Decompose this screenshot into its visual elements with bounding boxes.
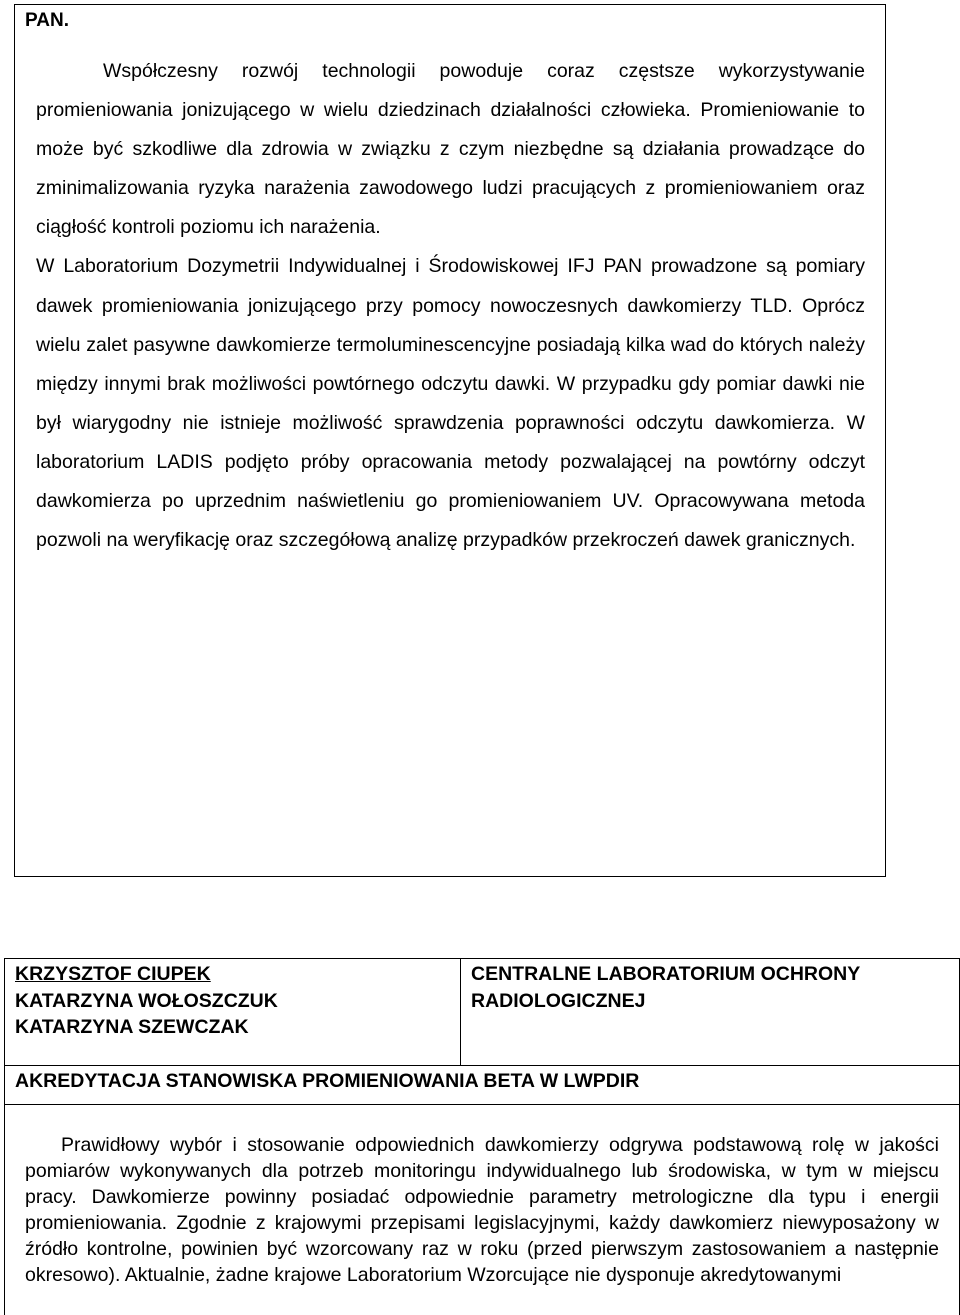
- column-divider: [460, 959, 461, 1065]
- author-name: KATARZYNA SZEWCZAK: [15, 1016, 249, 1039]
- row-divider: [5, 1104, 959, 1105]
- abstract-paragraph-1: Współczesny rozwój technologii powoduje coraz częstsze wykorzystywanie promieniowania jonizującego w wielu dziedzinach działalności człowieka. Promieniowanie to może być szkodliwe dla zdrowia w związku z czym niezbędne są działania prowadzące do zminimalizowania ryzyka narażenia zawodowego ludzi pracujących z promieniowaniem oraz ciągłość kontroli poziomu ich narażenia.: [36, 60, 865, 239]
- abstract-box-ifj: [14, 4, 886, 877]
- author-list: [15, 961, 278, 1041]
- abstract-paragraph: Prawidłowy wybór i stosowanie odpowiednich dawkomierzy odgrywa podstawową rolę w jakości pomiarów wykonywanych dla potrzeb monitoringu indywidualnego lub środowiska, w tym w miejscu pracy. Dawkomierze powinny posiadać odpowiednie parametry metrologiczne dla typu i energii promieniowania. Zgodnie z krajowymi przepisami legislacyjnymi, każdy dawkomierz niewyposażony w źródło kontrolne, powinien być wzorcowany raz w roku (przed pierwszym zastosowaniem a następnie okresowo). Aktualnie, żadne krajowe Laboratorium Wzorcujące nie dysponuje akredytowanymi: [25, 1134, 939, 1287]
- row-divider: [5, 1065, 959, 1066]
- abstract-box-clor: [4, 958, 960, 1315]
- box-title: PAN.: [25, 10, 69, 31]
- author-name: KRZYSZTOF CIUPEK: [15, 963, 211, 985]
- author-name: KATARZYNA WOŁOSZCZUK: [15, 989, 278, 1012]
- institution-name: CENTRALNE LABORATORIUM OCHRONY RADIOLOGICZNEJ: [471, 963, 860, 1012]
- abstract-body: [36, 52, 865, 560]
- abstract-paragraph-2: W Laboratorium Dozymetrii Indywidualnej i Środowiskowej IFJ PAN prowadzone są pomiary dawek promieniowania jonizującego przy pomocy nowoczesnych dawkomierzy TLD. Oprócz wielu zalet pasywne dawkomierze termoluminescencyjne posiadają kilka wad do których należy między innymi brak możliwości powtórnego odczytu dawki. W przypadku gdy pomiar dawki nie był wiarygodny nie istnieje możliwość sprawdzenia poprawności odczytu dawkomierza. W laboratorium LADIS podjęto próby opracowania metody pozwalającej na powtórny odczyt dawkomierza po uprzednim naświetleniu go promieniowaniem UV. Opracowywana metoda pozwoli na weryfikację oraz szczegółową analizę przypadków przekroczeń dawek granicznych.: [36, 255, 865, 552]
- abstract-title: AKREDYTACJA STANOWISKA PROMIENIOWANIA BETA W LWPDIR: [15, 1070, 640, 1092]
